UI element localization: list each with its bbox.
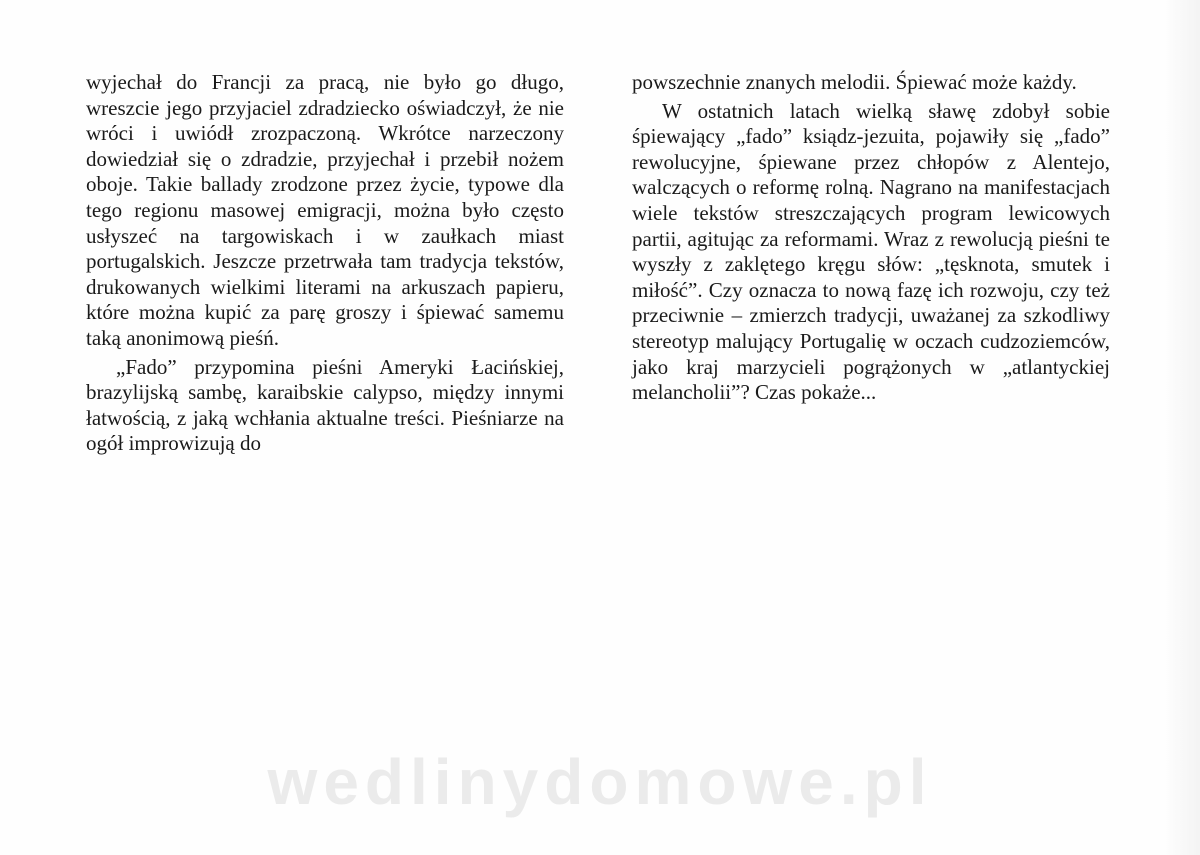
left-paragraph-2: „Fado” przypomina pieśni Ameryki Łacińskiej, brazylijską sambę, karaibskie calypso, między innymi łatwością, z jaką wchłania aktualne treści. Pieśniarze na ogół improwizują do xyxy=(86,354,564,456)
right-paragraph-2: W ostatnich latach wielką sławę zdobył sobie śpiewający „fado” ksiądz-jezuita, pojawiły się „fado” rewolucyjne, śpiewane przez chłopów z Alentejo, walczących o reformę rolną. Nagrano na manifestacjach wiele tekstów streszczających program lewicowych partii, agitując za reformami. Wraz z rewolucją pieśni te wyszły z zaklętego kręgu słów: „tęsknota, smutek i miłość”. Czy oznacza to nową fazę ich rozwoju, czy też przeciwnie – zmierzch tradycji, uważanej za szkodliwy stereotyp malujący Portugalię w oczach cudzoziemców, jako kraj marzycieli pogrążonych w „atlantyckiej melancholii”? Czas pokaże... xyxy=(632,98,1110,405)
left-paragraph-1: wyjechał do Francji za pracą, nie było go długo, wreszcie jego przyjaciel zdradziecko oświadczył, że nie wróci i uwiódł zrozpaczoną. Wkrótce narzeczony dowiedział się o zdradzie, przyjechał i przebił nożem oboje. Takie ballady zrodzone przez życie, typowe dla tego regionu masowej emigracji, można było często usłyszeć na targowiskach i w zaułkach miast portugalskich. Jeszcze przetrwała tam tradycja tekstów, drukowanych wielkimi literami na arkuszach papieru, które można kupić za parę groszy i śpiewać samemu taką anonimową pieśń. xyxy=(86,70,564,350)
right-text-column xyxy=(632,70,1110,406)
left-text-column xyxy=(86,70,564,457)
watermark: wedlinydomowe.pl xyxy=(267,746,933,818)
page-edge-shadow xyxy=(1164,0,1200,855)
right-paragraph-1: powszechnie znanych melodii. Śpiewać może każdy. xyxy=(632,70,1077,94)
